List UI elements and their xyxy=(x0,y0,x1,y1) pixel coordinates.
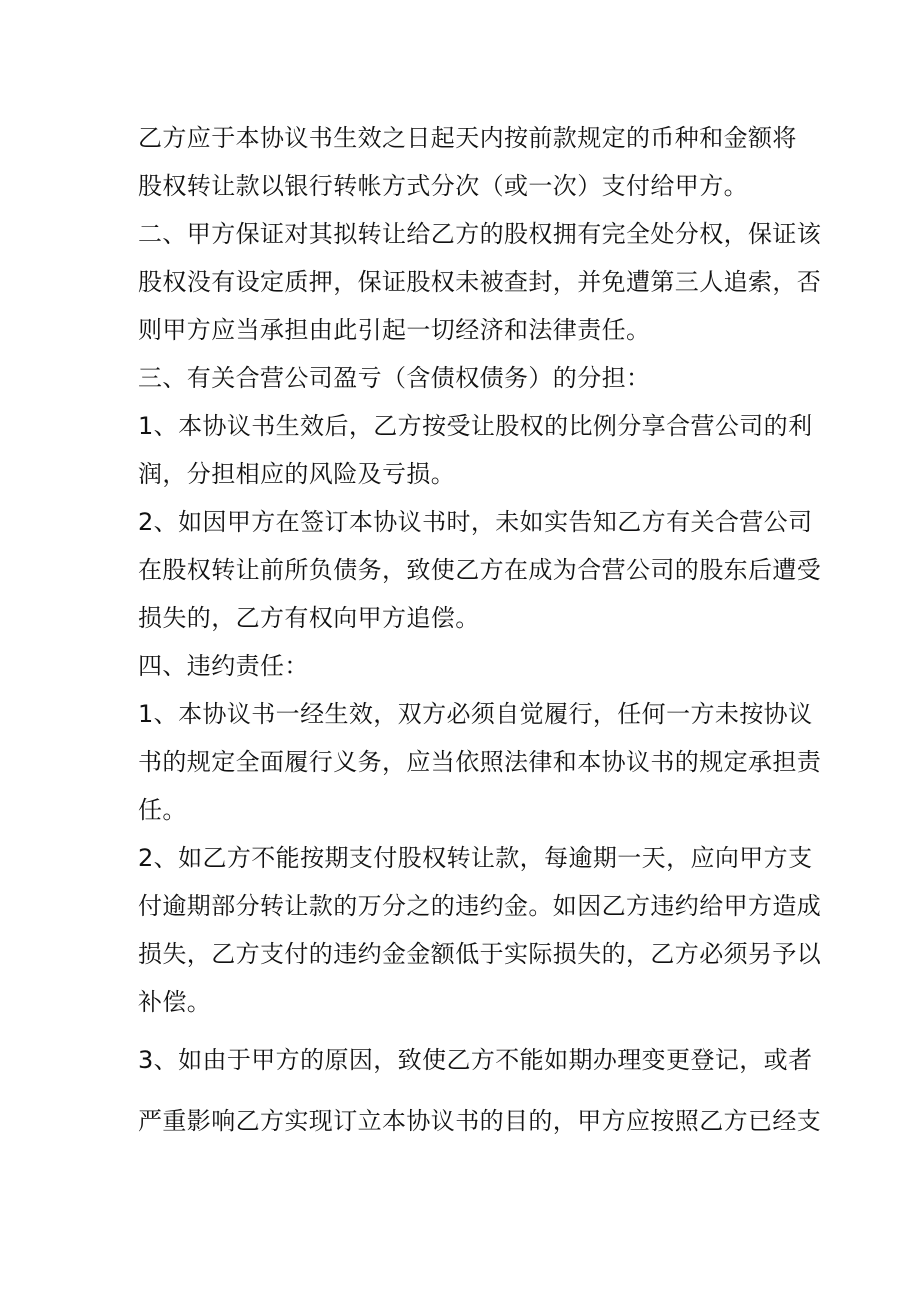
clause-4-1-line-1: 1、本协议书一经生效，双方必须自觉履行，任何一方未按协议 xyxy=(138,700,813,728)
clause-4-3-line-1: 3、如由于甲方的原因，致使乙方不能如期办理变更登记，或者 xyxy=(138,1046,813,1074)
clause-4-1-line-3: 任。 xyxy=(138,796,187,824)
section-3-heading: 三、有关合营公司盈亏（含债权债务）的分担： xyxy=(138,364,651,392)
clause-3-2-line-3: 损失的，乙方有权向甲方追偿。 xyxy=(138,604,480,632)
clause-4-2-line-3: 损失，乙方支付的违约金金额低于实际损失的，乙方必须另予以 xyxy=(138,940,822,968)
clause-3-2-line-2: 在股权转让前所负债务，致使乙方在成为合营公司的股东后遭受 xyxy=(138,556,822,584)
text-line-2: 股权转让款以银行转帐方式分次（或一次）支付给甲方。 xyxy=(138,172,748,200)
text-line-4: 股权没有设定质押，保证股权未被查封，并免遭第三人追索，否 xyxy=(138,268,822,296)
clause-4-2-line-4: 补偿。 xyxy=(138,988,212,1016)
clause-4-3-line-2: 严重影响乙方实现订立本协议书的目的，甲方应按照乙方已经支 xyxy=(138,1107,822,1135)
clause-4-2-line-2: 付逾期部分转让款的万分之的违约金。如因乙方违约给甲方造成 xyxy=(138,892,822,920)
clause-4-1-line-2: 书的规定全面履行义务，应当依照法律和本协议书的规定承担责 xyxy=(138,748,822,776)
section-4-heading: 四、违约责任： xyxy=(138,652,309,680)
clause-3-1-line-1: 1、本协议书生效后，乙方按受让股权的比例分享合营公司的利 xyxy=(138,412,813,440)
clause-3-2-line-1: 2、如因甲方在签订本协议书时，未如实告知乙方有关合营公司 xyxy=(138,508,813,536)
text-line-1: 乙方应于本协议书生效之日起天内按前款规定的币种和金额将 xyxy=(138,124,797,152)
section-2-heading-line: 二、甲方保证对其拟转让给乙方的股权拥有完全处分权，保证该 xyxy=(138,220,822,248)
text-line-5: 则甲方应当承担由此引起一切经济和法律责任。 xyxy=(138,316,651,344)
clause-4-2-line-1: 2、如乙方不能按期支付股权转让款，每逾期一天，应向甲方支 xyxy=(138,844,813,872)
clause-3-1-line-2: 润，分担相应的风险及亏损。 xyxy=(138,460,456,488)
